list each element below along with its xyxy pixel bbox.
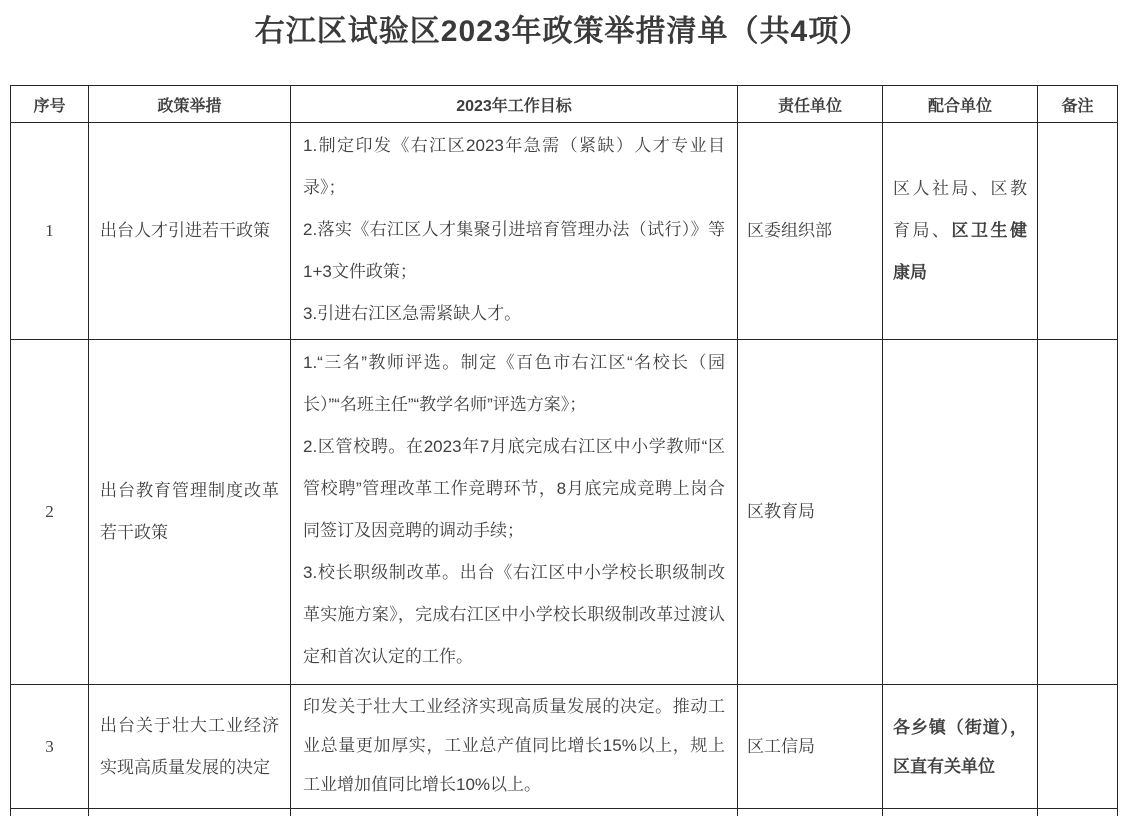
measure-cell: 出台教育管理制度改革若干政策 [89,340,291,685]
measure-cell: 出台关于壮大工业经济实现高质量发展的决定 [89,685,291,809]
header-cell-responsible: 责任单位 [738,86,883,123]
measure-cell [89,809,291,816]
goal-item: 3.校长职级制改革。出台《右江区中小学校长职级制改革实施方案》，完成右江区中小学校长职级制改革过渡认定和首次认定的工作。 [303,563,725,666]
responsible-cell: 区工信局 [738,685,883,809]
header-cell-remark: 备注 [1038,86,1118,123]
index-cell [11,809,89,816]
index-cell: 1 [11,123,89,340]
responsible-cell: 区教育局 [738,340,883,685]
partner-segment: 区人社局、区教育局、 [893,179,1027,240]
partner-cell [883,340,1038,685]
goals-cell [291,123,738,340]
header-cell-index: 序号 [11,86,89,123]
partner-segment-bold: 各乡镇（街道），区直有关单位 [893,717,1027,776]
index-cell: 3 [11,685,89,809]
table-row [11,340,1118,685]
remark-cell [1038,123,1118,340]
partner-cell [883,809,1038,816]
header-cell-goals: 2023年工作目标 [291,86,738,123]
goal-item: 2.区管校聘。在2023年7月底完成右江区中小学教师“区管校聘”管理改革工作竞聘环节，8月底完成竞聘上岗合同签订及因竞聘的调动手续； [303,437,725,540]
remark-cell [1038,809,1118,816]
goal-item: 1.“三名”教师评选。制定《百色市右江区“名校长（园长）”“名班主任”“教学名师”评选方案》； [303,353,725,414]
partner-segment-bold: 区卫生健康局 [893,221,1027,282]
partner-cell [883,685,1038,809]
policy-measures-table [10,85,1118,816]
remark-cell [1038,685,1118,809]
goals-cell [291,809,738,816]
page-title: 右江区试验区2023年政策举措清单（共4项） [254,15,871,48]
goal-item: 2.落实《右江区人才集聚引进培育管理办法（试行）》等1+3文件政策； [303,220,725,281]
responsible-cell [738,809,883,816]
responsible-cell: 区委组织部 [738,123,883,340]
table-row [11,123,1118,340]
goal-item: 1.制定印发《右江区2023年急需（紧缺）人才专业目录》； [303,136,725,197]
goal-item: 印发关于壮大工业经济实现高质量发展的决定。推动工业总量更加厚实，工业总产值同比增长15%以上，规上工业增加值同比增长10%以上。 [303,697,725,794]
table-row-clipped [11,809,1118,816]
goals-cell [291,340,738,685]
header-cell-measure: 政策举措 [89,86,291,123]
table-row [11,685,1118,809]
header-cell-partner: 配合单位 [883,86,1038,123]
partner-cell [883,123,1038,340]
remark-cell [1038,340,1118,685]
goals-cell [291,685,738,809]
goal-item: 3.引进右江区急需紧缺人才。 [303,304,522,323]
measure-cell: 出台人才引进若干政策 [89,123,291,340]
index-cell: 2 [11,340,89,685]
header-row [11,86,1118,123]
